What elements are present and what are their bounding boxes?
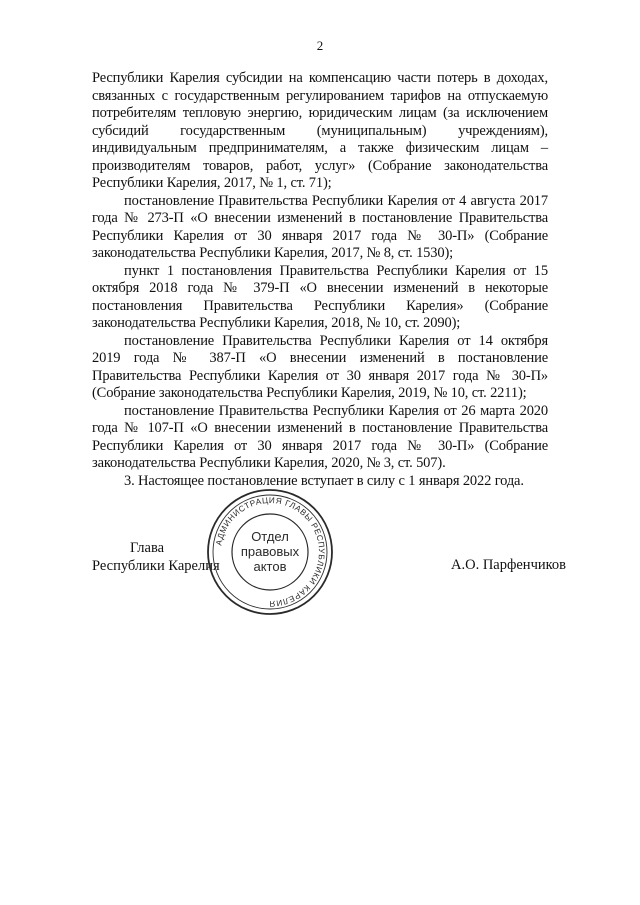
- signature-title: [92, 540, 220, 575]
- stamp-graphic: [204, 486, 336, 618]
- page-number: 2: [316, 38, 324, 53]
- body-text: [92, 70, 548, 490]
- signatory-name: А.О. Парфенчиков: [451, 557, 567, 573]
- paragraph: Республики Карелия субсидии на компенсацию части потерь в доходах, связанных с государственным регулированием тарифов на отпускаемую потребителям тепловую энергию, юридическим лицам (за исключением субсидий государственным (муниципальным) учреждениям), индивидуальным предпринимателям, а также физическим лицам – производителям товаров, работ, услуг» (Собрание законодательства Республики Карелия, 2017, № 1, ст. 71);: [92, 70, 548, 191]
- stamp-center-line3: актов: [253, 559, 287, 574]
- stamp-ring-text: АДМИНИСТРАЦИЯ ГЛАВЫ РЕСПУБЛИКИ КАРЕЛИЯ: [214, 495, 327, 609]
- paragraph: пункт 1 постановления Правительства Республики Карелия от 15 октября 2018 года № 379-П «О внесении изменений в некоторые постановления Правительства Республики Карелия» (Собрание законодательства Республики Карелия, 2018, № 10, ст. 2090);: [92, 262, 548, 331]
- paragraph: постановление Правительства Республики Карелия от 4 августа 2017 года № 273-П «О внесении изменений в постановление Правительства Республики Карелия от 30 января 2017 года № 30-П» (Собрание законодательства Республики Карелия, 2017, № 8, ст. 1530);: [92, 192, 548, 261]
- signature-title-line1: Глава: [130, 540, 165, 556]
- paragraph: постановление Правительства Республики Карелия от 26 марта 2020 года № 107-П «О внесении изменений в постановление Правительства Республики Карелия от 30 января 2017 года № 30-П» (Собрание законодательства Республики Карелия, 2020, № 3, ст. 507).: [92, 402, 548, 471]
- stamp-center-line1: Отдел: [251, 529, 289, 544]
- official-stamp: [204, 486, 336, 618]
- paragraph: постановление Правительства Республики Карелия от 14 октября 2019 года № 387-П «О внесении изменений в постановление Правительства Республики Карелия от 30 января 2017 года № 30-П» (Собрание законодательства Республики Карелия, 2019, № 10, ст. 2211);: [92, 332, 548, 401]
- stamp-center-line2: правовых: [240, 544, 300, 559]
- paragraph: 3. Настоящее постановление вступает в силу с 1 января 2022 года.: [124, 472, 524, 489]
- signature-title-line2: Республики Карелия: [92, 557, 220, 574]
